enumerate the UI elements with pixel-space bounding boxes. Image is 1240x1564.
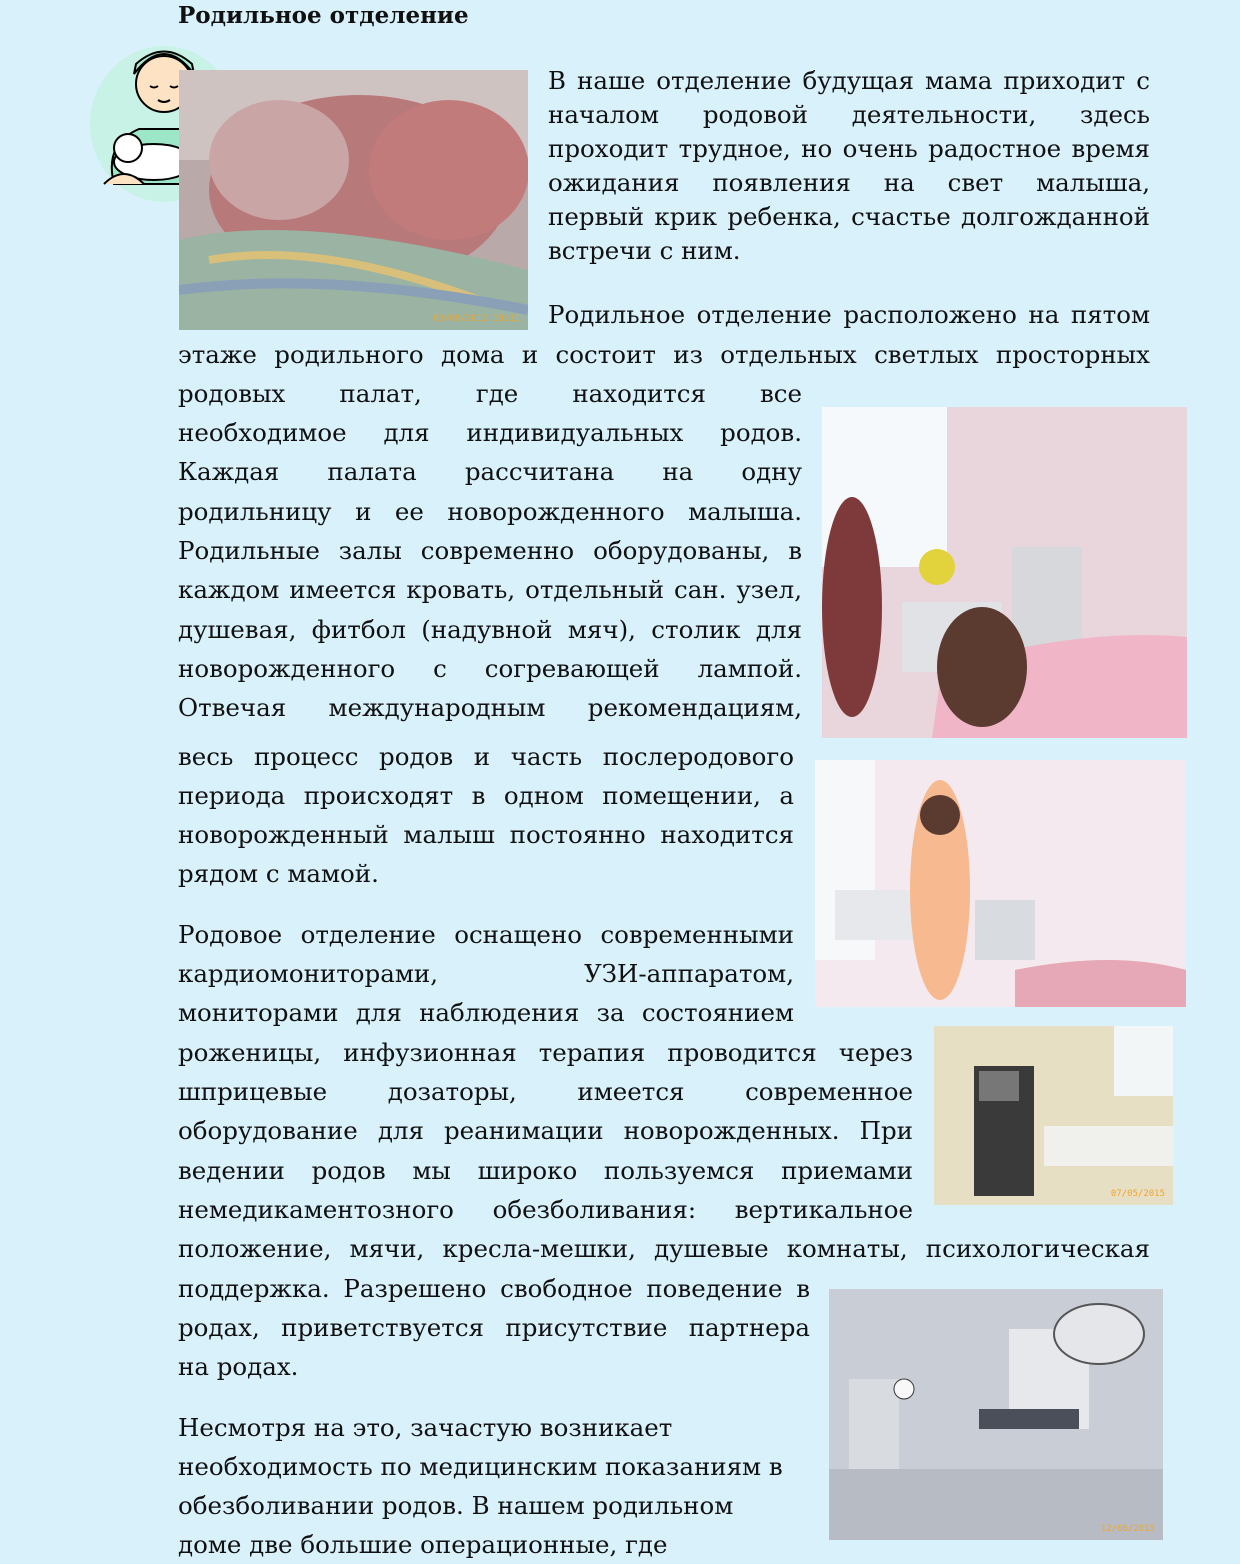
text-line: В наше отделение будущая мама приходит с — [548, 66, 1150, 95]
text-line: родовых палат, где находится все — [178, 379, 802, 408]
text-line: на родах. — [178, 1352, 299, 1381]
photo-date-stamp: 12/06/2015 — [1100, 1524, 1155, 1534]
page-title: Родильное отделение — [178, 2, 469, 29]
text-line: роженицы, инфузионная терапия проводится через — [178, 1038, 913, 1067]
text-line: поддержка. Разрешено свободное поведение в — [178, 1274, 810, 1303]
text-line: ведении родов мы широко пользуемся приемами — [178, 1156, 913, 1185]
text-line: необходимость по медицинским показаниям в — [178, 1452, 783, 1481]
text-line: новорожденного с согревающей лампой. — [178, 654, 802, 683]
text-line: ожидания появления на свет малыша, — [548, 168, 1150, 197]
text-line: Отвечая международным рекомендациям, — [178, 693, 802, 722]
text-line: доме две большие операционные, где — [178, 1530, 668, 1559]
ultrasound-room-photo — [934, 1026, 1173, 1205]
text-line: Несмотря на это, зачастую возникает — [178, 1413, 673, 1442]
text-line: весь процесс родов и часть послеродового — [178, 742, 794, 771]
text-line: родильницу и ее новорожденного малыша. — [178, 497, 802, 526]
text-line: шприцевые дозаторы, имеется современное — [178, 1077, 913, 1106]
text-line: кардиомониторами, УЗИ-аппаратом, — [178, 959, 794, 988]
text-line: мониторами для наблюдения за состоянием — [178, 998, 794, 1027]
text-line: немедикаментозного обезболивания: вертикальное — [178, 1195, 913, 1224]
newborn-photo — [179, 70, 528, 330]
text-line: встречи с ним. — [548, 236, 741, 265]
midwife-photo — [815, 760, 1186, 1007]
photo-date-stamp: 03/08/2012 18:11 — [433, 314, 520, 324]
text-line: Родильные залы современно оборудованы, в — [178, 536, 802, 565]
text-line: началом родовой деятельности, здесь — [548, 100, 1150, 129]
text-line: необходимое для индивидуальных родов. — [178, 418, 802, 447]
text-line: Каждая палата рассчитана на одну — [178, 457, 802, 486]
text-line: первый крик ребенка, счастье долгожданной — [548, 202, 1150, 231]
text-line: родах, приветствуется присутствие партнера — [178, 1313, 810, 1342]
delivery-room-photo — [822, 407, 1187, 738]
text-line: душевая, фитбол (надувной мяч), столик для — [178, 615, 802, 644]
text-line: Родовое отделение оснащено современными — [178, 920, 794, 949]
text-line: рядом с мамой. — [178, 859, 379, 888]
text-line: положение, мячи, кресла-мешки, душевые комнаты, психологическая — [178, 1234, 1150, 1263]
text-line: проходит трудное, но очень радостное время — [548, 134, 1150, 163]
text-line: каждом имеется кровать, отдельный сан. узел, — [178, 575, 802, 604]
text-line: обезболивании родов. В нашем родильном — [178, 1491, 734, 1520]
operating-room-photo — [829, 1289, 1163, 1540]
text-line: этаже родильного дома и состоит из отдельных светлых просторных — [178, 340, 1150, 369]
photo-date-stamp: 07/05/2015 — [1110, 1189, 1165, 1199]
text-line: новорожденный малыш постоянно находится — [178, 820, 794, 849]
text-line: Родильное отделение расположено на пятом — [548, 300, 1150, 329]
text-line: периода происходят в одном помещении, а — [178, 781, 794, 810]
text-line: оборудование для реанимации новорожденных. При — [178, 1116, 913, 1145]
